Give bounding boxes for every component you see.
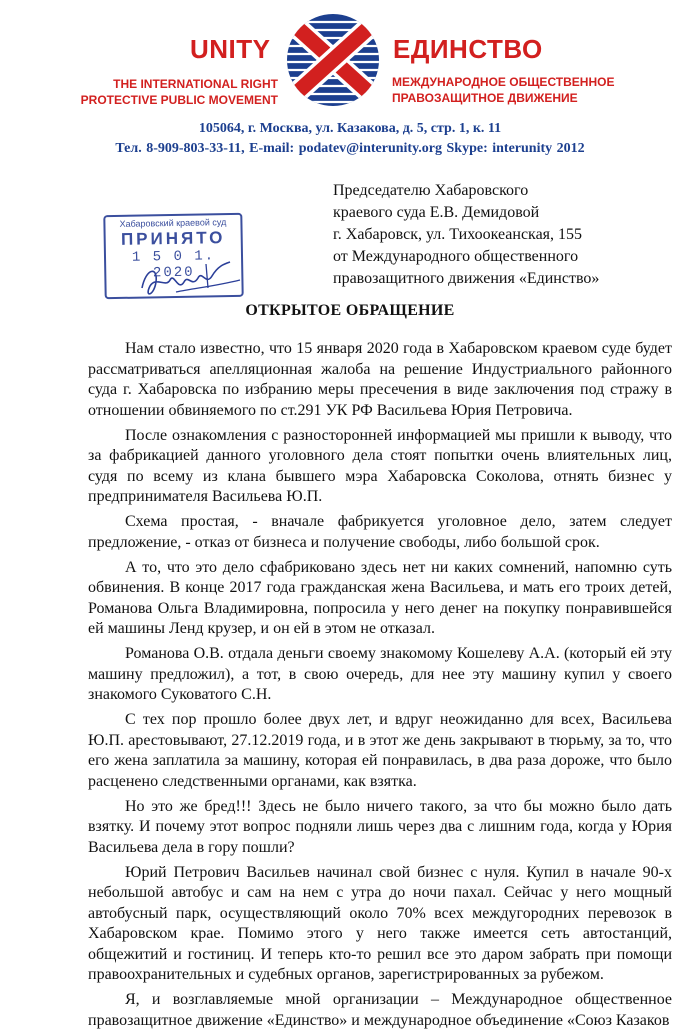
- recipient-line: Председателю Хабаровского: [333, 182, 529, 199]
- org-name-en: [58, 76, 278, 108]
- org-address: 105064, г. Москва, ул. Казакова, д. 5, стр. 1, к. 11: [198, 121, 502, 136]
- letterhead: [0, 0, 700, 160]
- paragraph: Юрий Петрович Васильев начинал свой бизнес с нуля. Купил в начале 90-х небольшой автобус и сам на нем с утра до ночи пахал. Сейчас у него мощный автобусный парк, осуществляющий около 70% всех междугородних перевозок в Хабаровском крае. Помимо этого у него также имеется сеть автостанций, общежитий и гостиниц. И теперь кто-то решил все это даром забрать при помощи правоохранительных и судебных органов, зарегистрированных за рубежом.: [88, 863, 672, 983]
- paragraph: Но это же бред!!! Здесь не было ничего такого, за что бы можно было дать взятку. И почему этот вопрос подняли лишь через два с лишним года, когда у Юрия Васильева дела в гору пошли?: [88, 797, 672, 856]
- org-name-ru: [392, 74, 682, 106]
- paragraph: А то, что это дело сфабриковано здесь нет ни каких сомнений, напомню суть обвинения. В конце 2017 года гражданская жена Васильева, и мать его троих детей, Романова Ольга Владимировна, попросила у него денег на покупку понравившейся ей машины Ленд крузер, и он ей в этом не отказал.: [88, 558, 672, 637]
- stamp-date: 1 5 0 1. 2020: [131, 248, 216, 282]
- paragraph: Схема простая, - вначале фабрикуется уголовное дело, затем следует предложение, - отказ от бизнеса и получение свободы, либо большой срок.: [88, 513, 672, 551]
- paragraph: Романова О.В. отдала деньги своему знакомому Кошелеву А.А. (который ей эту машину предложил), а тот, в свою очередь, для нее эту машину купил у своего знакомого Суковатого С.Н.: [88, 645, 672, 703]
- org-name-ru-line: ПРАВОЗАЩИТНОЕ ДВИЖЕНИЕ: [392, 91, 578, 105]
- recipient-line: от Международного общественного: [333, 248, 579, 265]
- paragraph: Нам стало известно, что 15 января 2020 года в Хабаровском краевом суде будет рассматриваться апелляционная жалоба на решение Индустриального районного суда г. Хабаровска по избранию меры пресечения в виде заключения под стражу в отношении обвиняемого по ст.291 УК РФ Васильева Юрия Петровича.: [88, 340, 672, 419]
- stamp-word: ПРИНЯТО: [120, 228, 226, 249]
- recipient-block: [333, 180, 599, 290]
- recipient-line: краевого суда Е.В. Демидовой: [333, 204, 540, 221]
- document-title: ОТКРЫТОЕ ОБРАЩЕНИЕ: [245, 302, 455, 319]
- recipient-line: г. Хабаровск, ул. Тихоокеанская, 155: [333, 226, 583, 243]
- signature-icon: [136, 258, 246, 302]
- paragraph: После ознакомления с разносторонней информацией мы пришли к выводу, что за фабрикацией данного уголовного дела стоят попытки очень влиятельных лиц, судя по всему из клана бывшего мэра Хабаровска Соколова, отнять бизнес у предпринимателя Васильева Ю.П.: [88, 426, 672, 505]
- recipient-line: правозащитного движения «Единство»: [333, 270, 600, 287]
- org-name-ru-line: МЕЖДУНАРОДНОЕ ОБЩЕСТВЕННОЕ: [392, 75, 615, 89]
- letter-body: [88, 339, 672, 1036]
- stamp-org: Хабаровский краевой суд: [119, 217, 227, 229]
- paragraph: Я, и возглавляемые мной организации – Международное общественное правозащитное движение «Единство» и международное объединение «Союз Казаков: [88, 991, 672, 1029]
- brand-name-en: UNITY: [190, 34, 271, 64]
- brand-name-ru: ЕДИНСТВО: [393, 34, 543, 64]
- org-name-en-line: PROTECTIVE PUBLIC MOVEMENT: [80, 93, 278, 107]
- org-name-en-line: THE INTERNATIONAL RIGHT: [113, 77, 278, 91]
- paragraph: С тех пор прошло более двух лет, и вдруг неожиданно для всех, Васильева Ю.П. арестовывают, 27.12.2019 года, и в этот же день закрывают в тюрьму, за то, что его жена заплатила за машину, которая ей понравилась, в два раза дороже, что было расценено следственными органами, как взятка.: [88, 711, 672, 790]
- unity-logo-icon: [283, 10, 383, 110]
- org-contacts: Тел. 8-909-803-33-11, E-mail: podatev@interunity.org Skype: interunity 2012: [115, 141, 585, 156]
